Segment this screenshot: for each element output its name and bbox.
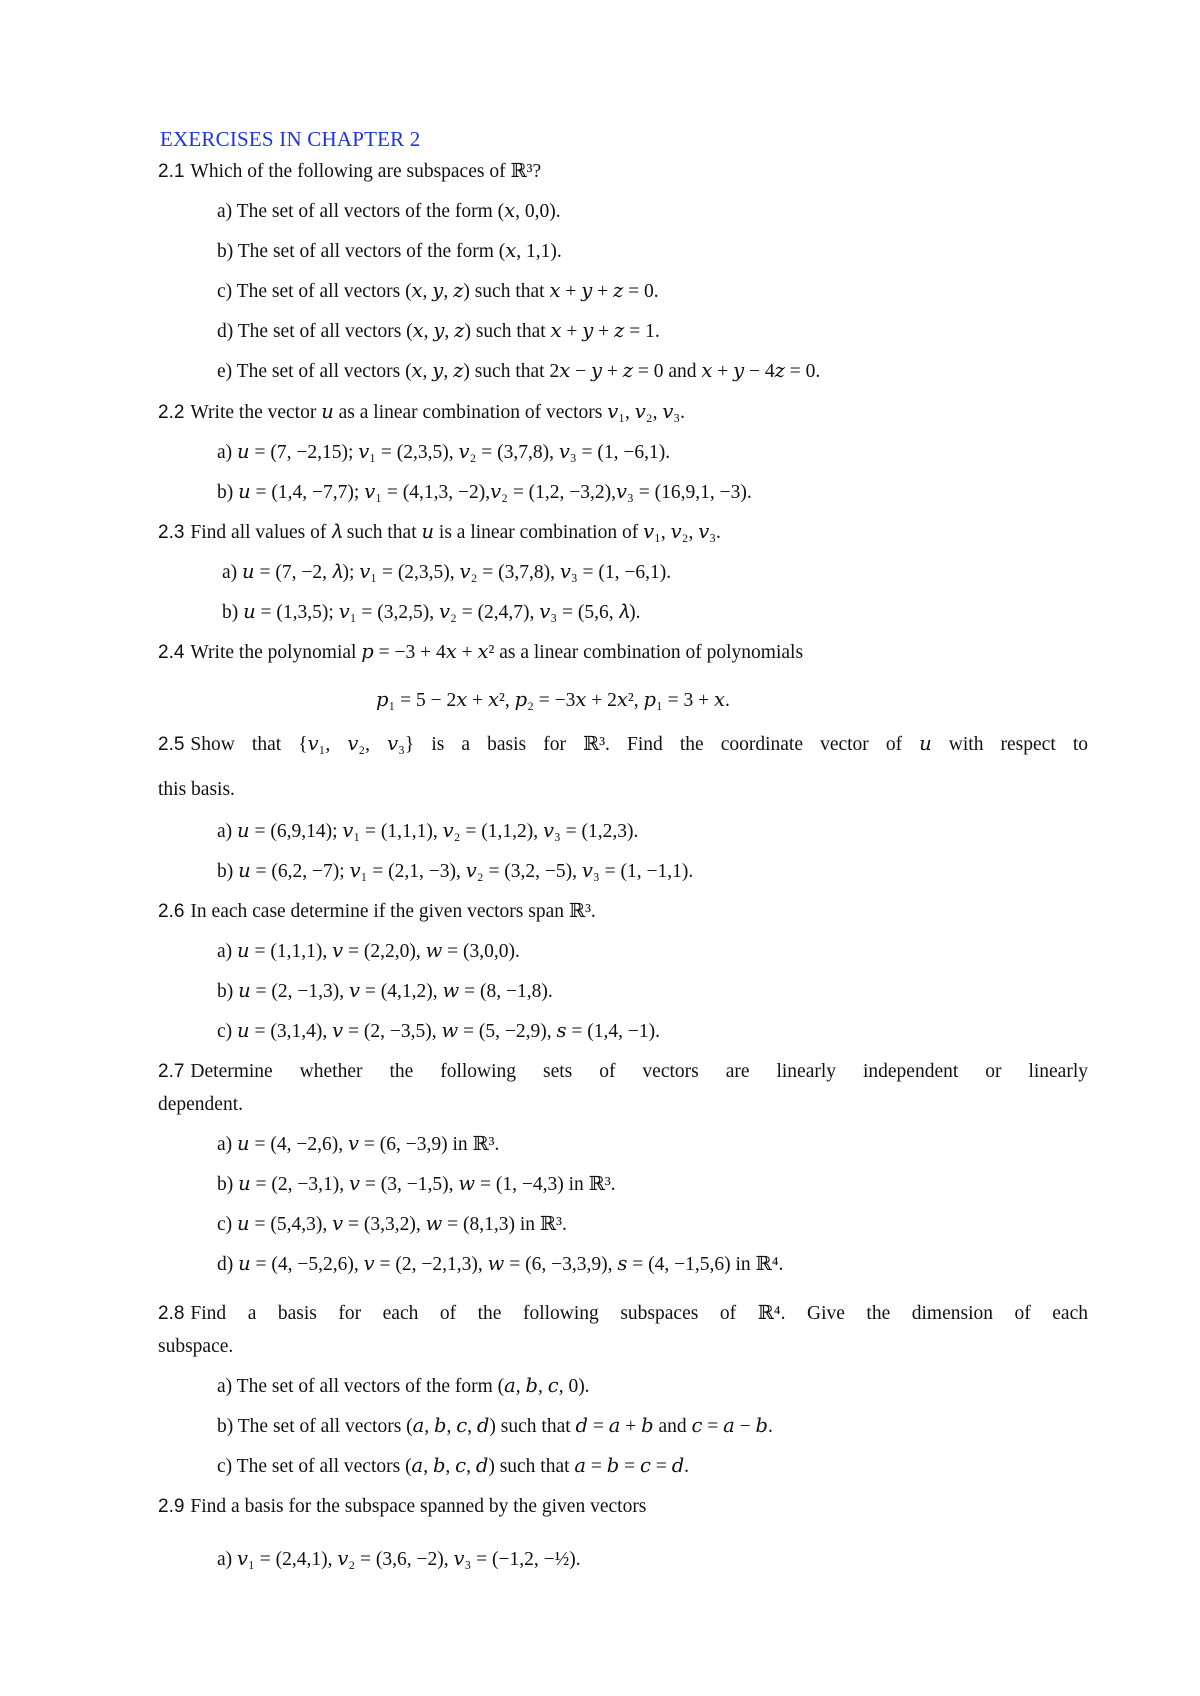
exercise-text: Find a basis for the subspace spanned by the given vectors xyxy=(190,1496,647,1517)
exercise-part: b) 𝑢 = (2, −1,3), 𝑣 = (4,1,2), 𝑤 = (8, −1,8). xyxy=(217,981,553,1002)
exercise-part: a) 𝑢 = (7, −2, 𝜆); 𝑣₁ = (2,3,5), 𝑣₂ = (3,7,8), 𝑣₃ = (1, −6,1). xyxy=(222,562,672,583)
exercise-text: Show that {𝑣₁, 𝑣₂, 𝑣₃} is a basis for ℝ³. Find the coordinate vector of 𝑢 with respect to xyxy=(190,734,1088,755)
chapter-title: EXERCISES IN CHAPTER 2 xyxy=(160,127,421,151)
exercise-2-8 xyxy=(158,1304,1088,1324)
exercise-part: b) 𝑢 = (2, −3,1), 𝑣 = (3, −1,5), 𝑤 = (1, −4,3) in ℝ³. xyxy=(217,1174,616,1195)
exercise-2-7 xyxy=(158,1062,1088,1082)
exercise-text: Find all values of 𝜆 such that 𝑢 is a linear combination of 𝑣₁, 𝑣₂, 𝑣₃. xyxy=(190,522,721,543)
exercise-part: a) 𝑢 = (6,9,14); 𝑣₁ = (1,1,1), 𝑣₂ = (1,1,2), 𝑣₃ = (1,2,3). xyxy=(217,821,639,842)
exercise-part: a) The set of all vectors of the form (𝑥, 0,0). xyxy=(217,201,561,222)
exercise-number: 2.3 xyxy=(158,522,185,543)
exercise-part: c) 𝑢 = (5,4,3), 𝑣 = (3,3,2), 𝑤 = (8,1,3) in ℝ³. xyxy=(217,1214,567,1235)
exercise-part: b) The set of all vectors (𝑎, 𝑏, 𝑐, 𝑑) such that 𝑑 = 𝑎 + 𝑏 and 𝑐 = 𝑎 − 𝑏. xyxy=(217,1416,773,1437)
exercise-2-2 xyxy=(158,403,685,423)
exercise-part: a) 𝑢 = (7, −2,15); 𝑣₁ = (2,3,5), 𝑣₂ = (3,7,8), 𝑣₃ = (1, −6,1). xyxy=(217,442,671,463)
exercise-number: 2.7 xyxy=(158,1061,185,1082)
exercise-text: Write the vector 𝑢 as a linear combination of vectors 𝑣₁, 𝑣₂, 𝑣₃. xyxy=(190,402,686,423)
exercise-part: b) 𝑢 = (1,4, −7,7); 𝑣₁ = (4,1,3, −2),𝑣₂ = (1,2, −3,2),𝑣₃ = (16,9,1, −3). xyxy=(217,482,752,503)
exercise-number: 2.9 xyxy=(158,1496,185,1517)
exercise-continuation: this basis. xyxy=(158,779,235,800)
exercise-number: 2.6 xyxy=(158,901,185,922)
exercise-2-6 xyxy=(158,902,596,922)
exercise-2-5 xyxy=(158,735,1088,755)
exercise-text: Write the polynomial 𝑝 = −3 + 4𝑥 + 𝑥² as a linear combination of polynomials xyxy=(190,642,804,663)
exercise-part: b) 𝑢 = (6,2, −7); 𝑣₁ = (2,1, −3), 𝑣₂ = (3,2, −5), 𝑣₃ = (1, −1,1). xyxy=(217,861,694,882)
exercise-text: Find a basis for each of the following subspaces of ℝ⁴. Give the dimension of each xyxy=(190,1303,1088,1324)
exercise-part: a) 𝑢 = (1,1,1), 𝑣 = (2,2,0), 𝑤 = (3,0,0). xyxy=(217,941,520,962)
exercise-part: a) The set of all vectors of the form (𝑎, 𝑏, 𝑐, 0). xyxy=(217,1376,590,1397)
exercise-part: e) The set of all vectors (𝑥, 𝑦, 𝑧) such that 2𝑥 − 𝑦 + 𝑧 = 0 and 𝑥 + 𝑦 − 4𝑧 = 0. xyxy=(217,361,821,382)
exercise-part: a) 𝑣₁ = (2,4,1), 𝑣₂ = (3,6, −2), 𝑣₃ = (−1,2, −½). xyxy=(217,1549,581,1570)
exercise-part: b) 𝑢 = (1,3,5); 𝑣₁ = (3,2,5), 𝑣₂ = (2,4,7), 𝑣₃ = (5,6, 𝜆). xyxy=(222,602,641,623)
exercise-number: 2.5 xyxy=(158,734,185,755)
exercise-part: d) 𝑢 = (4, −5,2,6), 𝑣 = (2, −2,1,3), 𝑤 = (6, −3,3,9), 𝑠 = (4, −1,5,6) in ℝ⁴. xyxy=(217,1254,784,1275)
exercise-text: Which of the following are subspaces of ℝ³? xyxy=(190,161,542,182)
exercise-part: c) 𝑢 = (3,1,4), 𝑣 = (2, −3,5), 𝑤 = (5, −2,9), 𝑠 = (1,4, −1). xyxy=(217,1021,660,1042)
exercise-2-4 xyxy=(158,643,803,663)
exercise-number: 2.1 xyxy=(158,161,185,182)
exercise-number: 2.4 xyxy=(158,642,185,663)
exercise-2-3 xyxy=(158,523,721,543)
exercise-continuation: subspace. xyxy=(158,1336,234,1357)
exercise-continuation: dependent. xyxy=(158,1094,244,1115)
exercise-part: d) The set of all vectors (𝑥, 𝑦, 𝑧) such that 𝑥 + 𝑦 + 𝑧 = 1. xyxy=(217,321,660,342)
exercise-part: b) The set of all vectors of the form (𝑥, 1,1). xyxy=(217,241,562,262)
exercise-2-1 xyxy=(158,162,541,182)
polynomial-list: 𝑝₁ = 5 − 2𝑥 + 𝑥², 𝑝₂ = −3𝑥 + 2𝑥², 𝑝₁ = 3 + 𝑥. xyxy=(376,690,730,711)
exercise-2-9 xyxy=(158,1497,646,1517)
exercise-number: 2.8 xyxy=(158,1303,185,1324)
exercise-part: a) 𝑢 = (4, −2,6), 𝑣 = (6, −3,9) in ℝ³. xyxy=(217,1134,500,1155)
exercise-number: 2.2 xyxy=(158,402,185,423)
exercise-text: Determine whether the following sets of vectors are linearly independent or linearly xyxy=(190,1061,1088,1082)
exercise-text: In each case determine if the given vectors span ℝ³. xyxy=(190,901,596,922)
exercise-part: c) The set of all vectors (𝑎, 𝑏, 𝑐, 𝑑) such that 𝑎 = 𝑏 = 𝑐 = 𝑑. xyxy=(217,1456,690,1477)
exercise-part: c) The set of all vectors (𝑥, 𝑦, 𝑧) such that 𝑥 + 𝑦 + 𝑧 = 0. xyxy=(217,281,659,302)
